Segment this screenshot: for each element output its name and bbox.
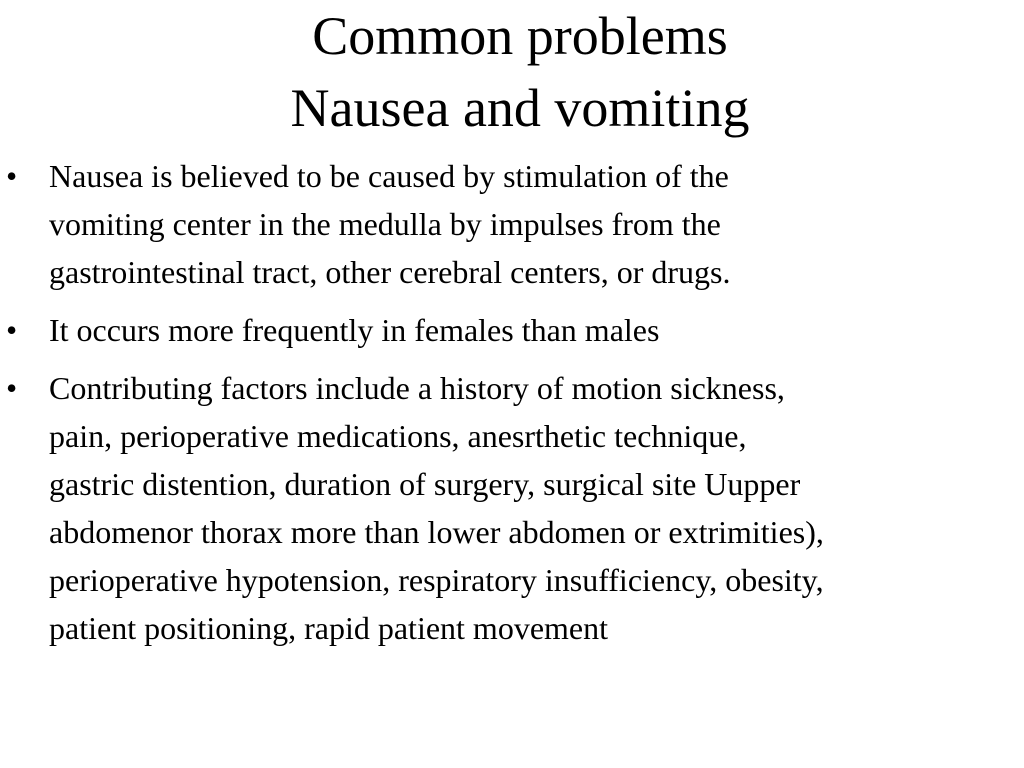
title-line-main: Common problems (312, 6, 728, 66)
bullet-icon: • (6, 370, 18, 406)
bullet-text-line: vomiting center in the medulla by impulses from the (49, 206, 721, 242)
bullet-item-frequency (0, 306, 1024, 354)
title-line-subtitle: Nausea and vomiting (290, 78, 750, 138)
bullet-icon: • (6, 158, 18, 194)
bullet-text-line: patient positioning, rapid patient movement (49, 610, 608, 646)
bullet-text-line: It occurs more frequently in females than males (49, 312, 660, 348)
bullet-text-line: Contributing factors include a history of motion sickness, (49, 370, 785, 406)
bullet-list (0, 152, 1024, 662)
bullet-icon: • (6, 312, 18, 348)
bullet-item-nausea-cause (0, 152, 1024, 296)
bullet-item-contributing-factors (0, 364, 1024, 652)
bullet-text-line: gastric distention, duration of surgery, surgical site Uupper (49, 466, 801, 502)
bullet-text-line: gastrointestinal tract, other cerebral centers, or drugs. (49, 254, 731, 290)
bullet-text-line: abdomenor thorax more than lower abdomen or extrimities), (49, 514, 824, 550)
bullet-text-line: perioperative hypotension, respiratory insufficiency, obesity, (49, 562, 824, 598)
bullet-text-line: pain, perioperative medications, anesrthetic technique, (49, 418, 747, 454)
bullet-text-line: Nausea is believed to be caused by stimulation of the (49, 158, 729, 194)
slide-title (0, 0, 1024, 144)
